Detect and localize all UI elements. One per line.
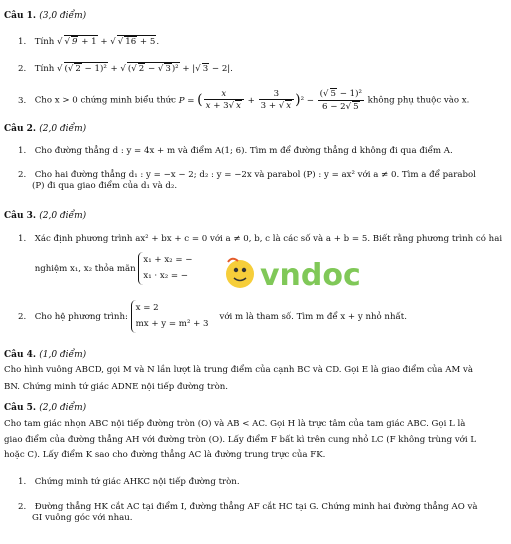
q1-title: Câu 1.	[4, 11, 37, 21]
q2-item1: 1. Cho đường thẳng d : y = 4x + m và điểm A(1; 6). Tìm m để đường thẳng d không đi qua điểm A.	[18, 146, 453, 156]
q4-title: Câu 4.	[4, 350, 37, 360]
q3-item2-system: x = 2 mx + y = m² + 3	[131, 300, 209, 333]
vndoc-logo-text: vndoc	[260, 258, 361, 293]
q5-body: Cho tam giác nhọn ABC nội tiếp đường tròn (O) và AB < AC. Gọi H là trực tâm của tam giác ABC. Gọi L là giao điểm của đường thẳng AH với đường tròn (O). Lấy điểm F bất kì trên cung nhỏ LC (F không trùng với L hoặc C). Lấy điểm K sao cho đường thẳng AC là đường trung trực của FK.	[4, 419, 477, 461]
q2-header	[4, 124, 86, 135]
q1-header	[4, 11, 86, 22]
q3-item1-cont: nghiệm x₁, x₂ thỏa mãn x₁ + x₂ = − x₁ · x₂ = −	[18, 252, 504, 285]
q1-item1: 1. Tính √ √ 9 + 1 + √ √ 16 + 5.	[18, 37, 160, 47]
vndoc-logo-graphic	[222, 254, 382, 294]
q3-points: (2,0 điểm)	[39, 211, 87, 221]
q4-header	[4, 350, 86, 361]
q5-item2: 2. Đường thẳng HK cắt AC tại điểm I, đường thẳng AF cắt HC tại G. Chứng minh hai đường thẳng AO và GI vuông góc với nhau.	[18, 502, 478, 523]
vndoc-logo	[222, 254, 382, 294]
q5-title: Câu 5.	[4, 403, 37, 413]
q1-item2: 2. Tính √ (√ 2 − 1)² + √ (√ 2 − √ 3)² + |√ 3 − 2|.	[18, 64, 233, 74]
q2-points: (2,0 điểm)	[39, 124, 87, 134]
q3-item2: 2. Cho hệ phương trình: x = 2 mx + y = m² + 3 với m là tham số. Tìm m để x + y nhỏ nhất.	[18, 300, 504, 333]
q1-item2-formula: √ (√ 2 − 1)² + √ (√ 2 − √ 3)² + |√ 3 − 2|.	[57, 64, 233, 74]
q3-item1-system: x₁ + x₂ = − x₁ · x₂ = −	[138, 252, 192, 285]
q3-item1: 1. Xác định phương trình ax² + bx + c = 0 với a ≠ 0, b, c là các số và a + b = 5. Biết rằng phương trình có hai	[18, 234, 503, 244]
q4-body: Cho hình vuông ABCD, gọi M và N lần lượt là trung điểm của cạnh BC và CD. Gọi E là giao điểm của AM và BN. Chứng minh tứ giác ADNE nội tiếp đường tròn.	[4, 365, 473, 392]
q5-points: (2,0 điểm)	[39, 403, 87, 413]
q1-item3: 3. Cho x > 0 chứng minh biểu thức P = ( $\frac{x}{x + 3√ x}$ + $\frac{3}{3 + √ x}$ )² − $\frac{\text{(√ 5 − 1)²}}{6 - 2√ 5}$ không phụ thuộc vào x.	[18, 88, 470, 112]
q3-title: Câu 3.	[4, 211, 37, 221]
q1-points: (3,0 điểm)	[39, 11, 87, 21]
q4-points: (1,0 điểm)	[39, 350, 87, 360]
q1-item3-formula: P = ( $\frac{x}{x + 3√ x}$ + $\frac{3}{3 + √ x}$ )² − $\frac{\text{(√ 5 − 1)²}}{6 - 2√ 5}$	[178, 88, 362, 112]
q2-item2: 2. Cho hai đường thẳng d₁ : y = −x − 2; d₂ : y = −2x và parabol (P) : y = ax² với a ≠ 0. Tìm a để parabol (P) đi qua giao điểm của d₁ và d₂.	[18, 170, 476, 191]
q5-header	[4, 403, 86, 414]
q2-title: Câu 2.	[4, 124, 37, 134]
q3-header	[4, 211, 86, 222]
q1-item1-formula: √ √ 9 + 1 + √ √ 16 + 5.	[57, 37, 160, 47]
q5-item1: 1. Chứng minh tứ giác AHKC nội tiếp đường tròn.	[18, 477, 240, 487]
